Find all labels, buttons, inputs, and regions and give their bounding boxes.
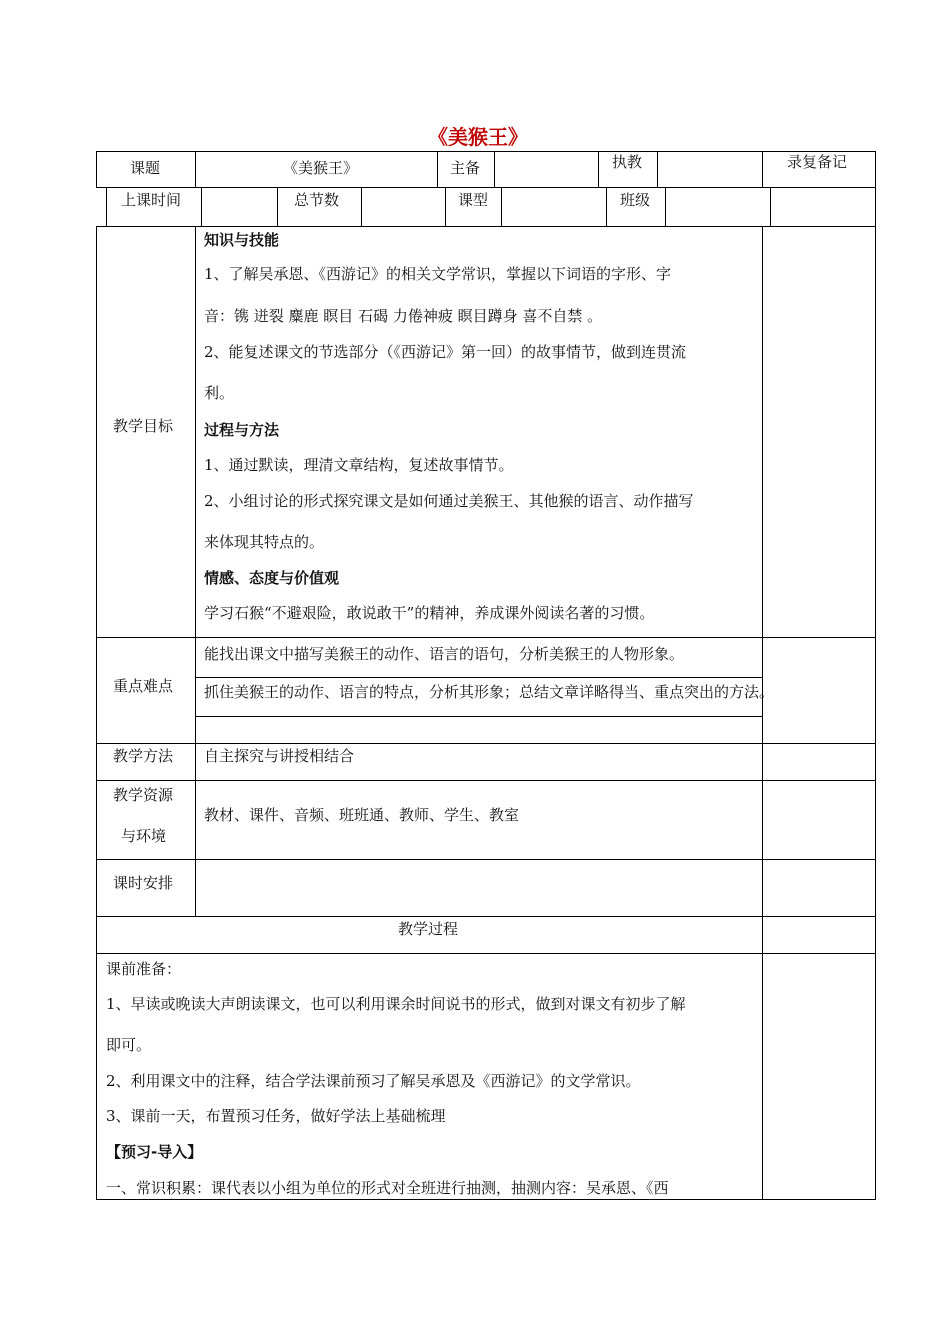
class-label: 班级 [620,191,651,209]
rule [201,187,202,226]
prep-text: 3、课前一天，布置预习任务，做好学法上基础梳理 [106,1107,446,1125]
rule [657,151,658,187]
rule [762,637,763,717]
schedule-label: 课时安排 [113,874,174,892]
rule [501,187,502,226]
rule [598,151,599,187]
rule [195,151,196,187]
time-label: 上课时间 [121,191,182,209]
rule [361,187,362,226]
objectives-text: 2、能复述课文的节选部分（《西游记》第一回）的故事情节，做到连贯流 [204,343,687,361]
topic-label: 课题 [130,159,161,177]
rule [875,187,876,226]
prep-text: 一、常识积累：课代表以小组为单位的形式对全班进行抽测，抽测内容：吴承恩、《西 [106,1179,669,1197]
preparer-label: 主备 [450,159,481,177]
rule [875,226,876,1200]
prep-text: 1、早读或晚读大声朗读课文，也可以利用课余时间说书的形式，做到对课文有初步了解 [106,995,686,1013]
objectives-text: 利。 [204,384,235,402]
type-label: 课型 [458,191,489,209]
rule [96,637,875,638]
method-value: 自主探究与讲授相结合 [204,747,355,765]
rule [770,187,771,226]
key-points-text: 能找出课文中描写美猴王的动作、语言的语句，分析美猴王的人物形象。 [204,645,685,663]
sessions-label: 总节数 [294,191,340,209]
rule [437,151,438,187]
rule [195,226,196,916]
teacher-label: 执教 [612,153,643,171]
rule [96,953,875,954]
rule [195,637,196,717]
rule [494,151,495,187]
objectives-heading-process: 过程与方法 [204,421,280,439]
rule [875,151,876,187]
objectives-heading-attitude: 情感、态度与价值观 [204,569,340,587]
topic-value: 《美猴王》 [283,159,359,177]
rule [96,187,875,188]
rule [96,859,875,860]
rule [96,226,875,227]
rule [96,151,97,187]
rule [96,151,875,152]
objectives-text: 1、了解吴承恩、《西游记》的相关文学常识，掌握以下词语的字形、字 [204,265,672,283]
rule [196,716,762,717]
method-label: 教学方法 [113,747,174,765]
resources-value: 教材、课件、音频、班班通、教师、学生、教室 [204,806,520,824]
rule [96,743,875,744]
prep-text: 即可。 [106,1036,152,1054]
rule [96,226,97,1200]
objectives-text: 2、小组讨论的形式探究课文是如何通过美猴王、其他猴的语言、动作描写 [204,492,694,510]
rule [96,780,875,781]
rule [762,151,763,187]
rule [445,187,446,226]
rule [277,187,278,226]
rule [96,916,875,917]
preview-heading: 【预习-导入】 [106,1143,203,1161]
rule [106,187,107,226]
objectives-heading-knowledge: 知识与技能 [204,231,280,249]
objectives-text: 来体现其特点的。 [204,533,325,551]
objectives-label: 教学目标 [113,417,174,435]
rule [606,187,607,226]
prep-heading: 课前准备： [106,960,182,978]
rule [196,677,762,678]
objectives-text: 学习石猴“不避艰险，敢说敢干”的精神，养成课外阅读名著的习惯。 [204,604,655,622]
key-points-text: 抓住美猴王的动作、语言的特点，分析其形象；总结文章详略得当、重点突出的方法。 [204,683,775,701]
rule [665,187,666,226]
process-header: 教学过程 [398,920,459,938]
notes-label: 录复备记 [787,153,848,171]
objectives-text: 音：镌 迸裂 麋鹿 瞑目 石碣 力倦神疲 瞑目蹲身 喜不自禁 。 [204,307,603,325]
prep-text: 2、利用课文中的注释，结合学法课前预习了解吴承恩及《西游记》的文学常识。 [106,1072,641,1090]
rule [96,1199,875,1200]
key-points-label: 重点难点 [113,677,174,695]
document-title: 《美猴王》 [428,125,528,149]
objectives-text: 1、通过默读，理清文章结构，复述故事情节。 [204,456,514,474]
resources-label: 与环境 [121,827,167,845]
resources-label: 教学资源 [113,786,174,804]
